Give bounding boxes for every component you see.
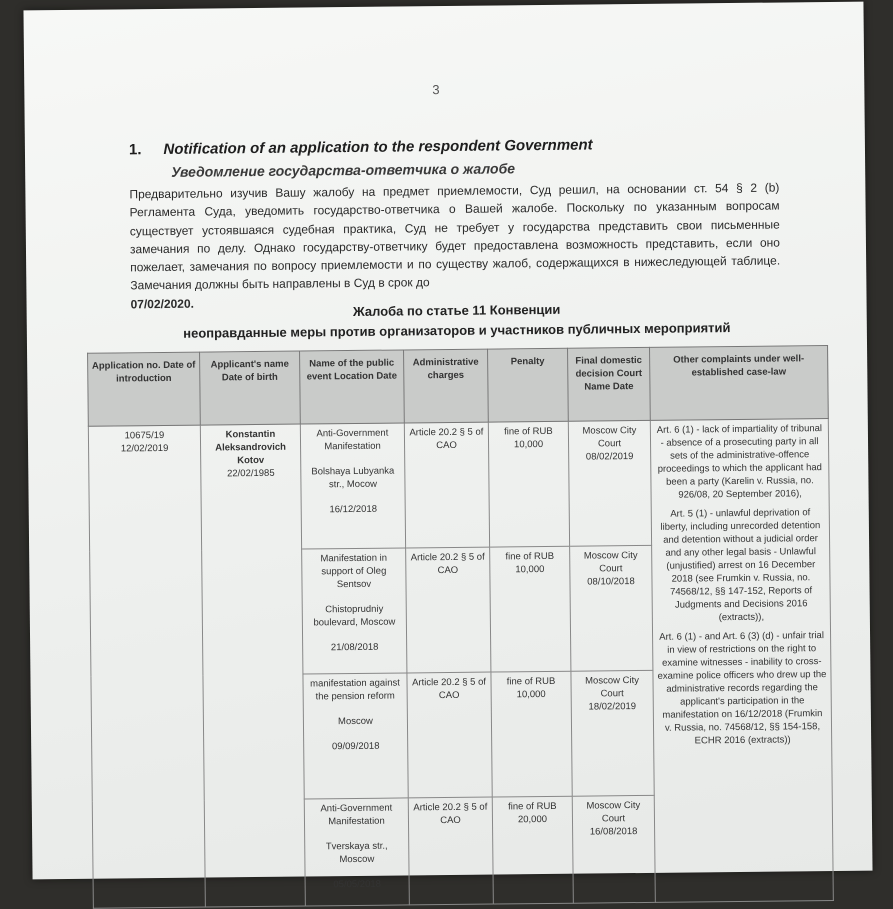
court-name: Moscow City Court: [586, 800, 641, 825]
event-location: Bolshaya Lubyanka str., Mocow: [311, 465, 395, 491]
charges-cell: Article 20.2 § 5 of CAO: [408, 797, 493, 905]
document-page: [23, 2, 872, 891]
page-number: 3: [432, 82, 440, 98]
decision-cell: [572, 795, 655, 903]
section-title-ru: Уведомление государства-ответчика о жалобе: [171, 160, 516, 180]
introduction-date: 12/02/2019: [120, 442, 169, 455]
charges-cell: Article 20.2 § 5 of CAO: [406, 547, 491, 673]
table-row: [88, 419, 829, 552]
event-name: Manifestation in support of Oleg Sentsov: [320, 552, 388, 591]
other-complaints-cell: [650, 419, 833, 903]
decision-date: 08/10/2018: [587, 576, 635, 588]
event-location: Moscow: [337, 715, 373, 728]
court-name: Moscow City Court: [583, 550, 638, 575]
section-body: [129, 179, 780, 314]
penalty-cell: fine of RUB 20,000: [492, 796, 573, 904]
decision-date: 18/02/2019: [588, 701, 637, 713]
decision-date: 08/02/2019: [585, 451, 634, 463]
deadline-date: 07/02/2020.: [130, 296, 195, 312]
event-date: 21/08/2018: [330, 641, 379, 654]
other-complaint: Art. 6 (1) - and Art. 6 (3) (d) - unfair trial in view of restrictions on the right to examine witnesses - inability to cross-examine police officers who drew up the administrative records regarding the applicant's participation in the manifestation on 16/12/2018 (Frumkin v. Russia, no. 74568/12, §§ 154-158, ECHR 2016 (extracts)): [657, 630, 827, 747]
header-applicant: Applicant's name Date of birth: [200, 351, 301, 425]
event-date: 05/05/2018: [333, 878, 381, 891]
application-cell: [88, 425, 205, 908]
complaints-table: [87, 345, 834, 909]
event-cell: [302, 548, 407, 674]
header-charges: Administrative charges: [404, 349, 489, 423]
other-complaint: Art. 5 (1) - unlawful deprivation of liberty, including unrecorded detention and detention without a judicial order and any other legal basis - Unlawful (unjustified) arrest on 16 December 2018 (see Frumkin v. Russia, no. 74568/12, §§ 147-152, Reports of Judgments and Decisions 2016 (extracts)),: [660, 507, 821, 624]
applicant-dob: 22/02/1985: [226, 467, 275, 480]
charges-cell: Article 20.2 § 5 of CAO: [404, 422, 489, 548]
decision-cell: [571, 670, 654, 796]
court-name: Moscow City Court: [585, 675, 640, 700]
table-subtitle: неоправданные меры против организаторов и участников публичных мероприятий: [183, 320, 731, 341]
event-name: Anti-Government Manifestation: [320, 802, 393, 828]
event-cell: [303, 673, 408, 799]
event-date: 16/12/2018: [329, 503, 378, 516]
other-complaint: Art. 6 (1) - lack of impartiality of tribunal - absence of a prosecuting party in all sets of the administrative-offence proceedings to which the applicant had been a party (Karelin v. Russia, no. 926/08, 20 September 2016),: [656, 423, 823, 501]
section-number: 1.: [128, 141, 142, 159]
body-paragraph: Предварительно изучив Вашу жалобу на предмет приемлемости, Суд решил, на основании ст. 54 § 2 (b) Регламента Суда, уведомить государство-ответчика о Вашей жалобе. Поскольку по указанным вопросам существует устоявшаяся судебная практика, Суд не требует у государства представить свои письменные замечания по делу. Однако государству-ответчику будет предоставлена возможность представить, если оно пожелает, замечания по вопросу приемлемости и по существу жалоб, содержащихся в нижеследующей таблице. Замечания должны быть направлены в Суд в срок до: [129, 180, 781, 293]
decision-cell: [570, 545, 653, 671]
event-location: Tverskaya str., Moscow: [325, 840, 388, 866]
header-penalty: Penalty: [488, 348, 569, 422]
event-cell: [304, 798, 409, 906]
table-title: Жалоба по статье 11 Конвенции: [352, 301, 561, 319]
penalty-cell: fine of RUB 10,000: [488, 421, 569, 547]
event-name: manifestation against the pension reform: [310, 677, 400, 703]
section-heading: [129, 136, 593, 158]
applicant-name: Konstantin Aleksandrovich Kotov: [215, 428, 286, 467]
penalty-cell: fine of RUB 10,000: [490, 546, 571, 672]
table-header-row: [88, 346, 829, 427]
event-date: 09/09/2018: [331, 740, 380, 753]
event-name: Anti-Government Manifestation: [316, 427, 389, 453]
applicant-cell: [200, 424, 305, 907]
section-title-en: Notification of an application to the respondent Government: [163, 136, 593, 158]
penalty-cell: fine of RUB 10,000: [491, 671, 572, 797]
header-application: Application no. Date of introduction: [88, 352, 201, 426]
decision-cell: [568, 420, 651, 546]
court-name: Moscow City Court: [582, 425, 637, 450]
event-location: Chistoprudniy boulevard, Moscow: [313, 603, 396, 629]
decision-date: 16/08/2018: [589, 826, 638, 838]
application-no: 10675/19: [124, 429, 165, 442]
charges-cell: Article 20.2 § 5 of CAO: [407, 672, 492, 798]
header-other: Other complaints under well-established case-law: [650, 346, 829, 421]
header-decision: Final domestic decision Court Name Date: [568, 347, 651, 421]
header-event: Name of the public event Location Date: [300, 350, 405, 424]
event-cell: [300, 423, 405, 549]
